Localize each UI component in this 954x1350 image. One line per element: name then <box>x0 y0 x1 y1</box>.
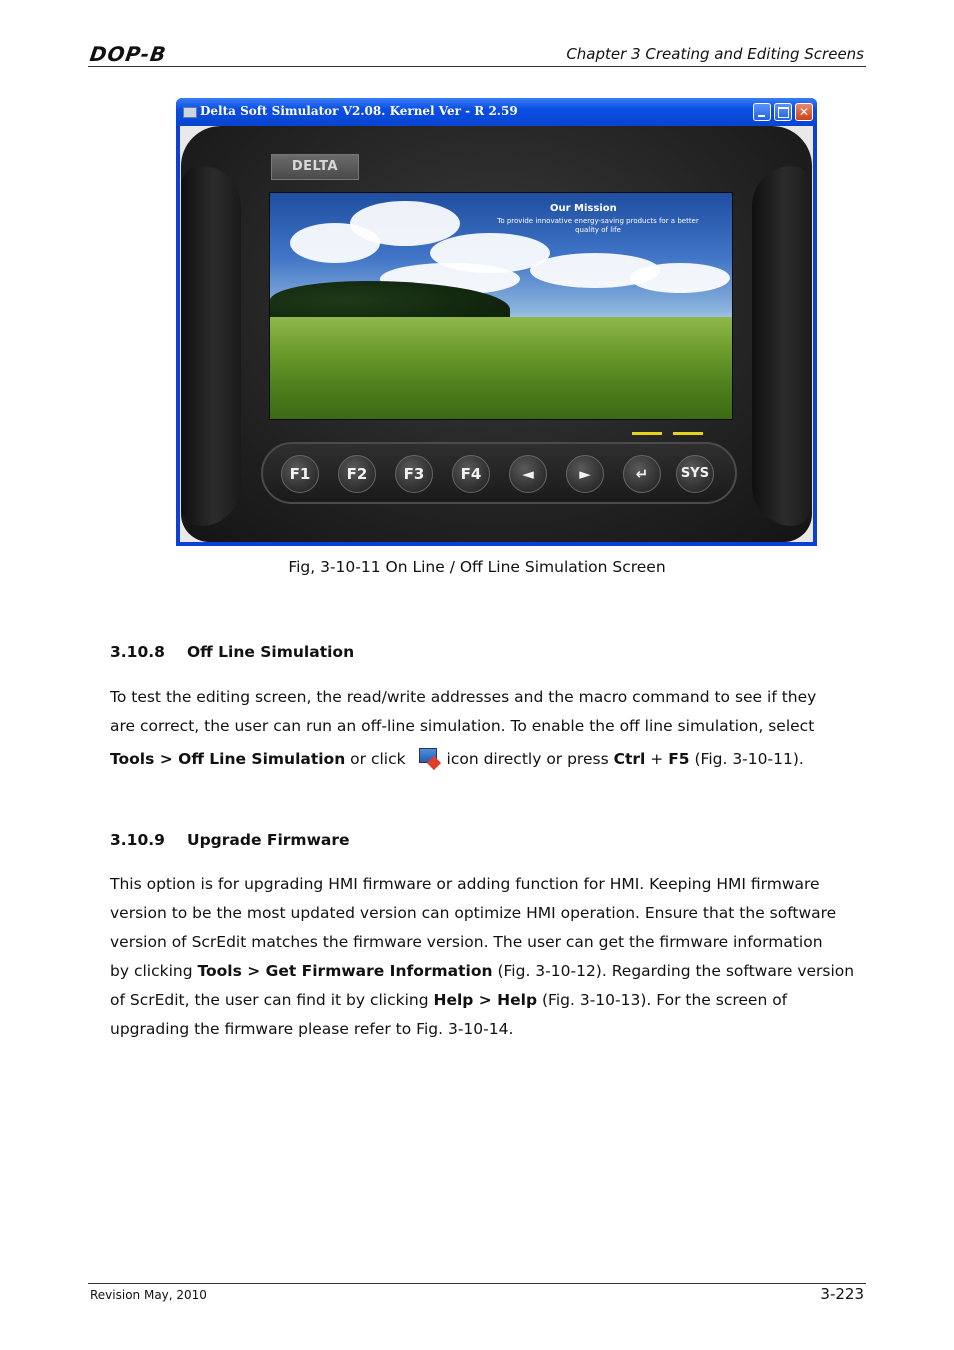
simulator-window <box>176 98 817 546</box>
chapter-title: Chapter 3 Creating and Editing Screens <box>566 45 864 63</box>
menu-get-firmware-information: Get Firmware Information <box>265 962 493 980</box>
left-arrow-key[interactable]: ◄ <box>509 455 547 493</box>
key-f5: F5 <box>668 750 690 768</box>
mission-title: Our Mission <box>550 203 617 214</box>
menu-tools: Tools <box>110 750 155 768</box>
text-line <box>110 986 866 1015</box>
menu-off-line-simulation: Off Line Simulation <box>178 750 346 768</box>
window-titlebar[interactable] <box>176 98 817 126</box>
hmi-screen[interactable] <box>269 192 733 420</box>
section-title: Off Line Simulation <box>187 643 355 661</box>
menu-separator: > <box>473 991 498 1009</box>
menu-separator: > <box>241 962 266 980</box>
off-line-simulation-icon <box>417 746 439 768</box>
menu-tools: Tools <box>197 962 242 980</box>
paragraph-off-line-simulation <box>110 683 866 774</box>
product-logo: DOP-B <box>88 42 169 66</box>
text-fragment: (Fig. 3-10-13). For the screen of <box>537 991 788 1009</box>
mission-text: To provide innovative energy-saving products for a better quality of life <box>497 217 699 234</box>
page-number: 3-223 <box>820 1285 864 1303</box>
text-fragment: of ScrEdit, the user can find it by clicking <box>110 991 434 1009</box>
enter-key[interactable]: ↵ <box>623 455 661 493</box>
grass-field <box>270 317 732 419</box>
text-fragment: by clicking <box>110 962 198 980</box>
right-arrow-key[interactable]: ► <box>566 455 604 493</box>
text-fragment: + <box>645 750 669 768</box>
section-number: 3.10.8 <box>110 643 165 661</box>
text-fragment: (Fig. 3-10-12). Regarding the software version <box>492 962 855 980</box>
section-heading-3-10-8 <box>110 643 354 661</box>
text-fragment: or click <box>345 750 411 768</box>
function-keybar <box>261 442 737 504</box>
text-fragment: (Fig. 3-10-11). <box>689 750 804 768</box>
sys-key[interactable]: SYS <box>676 455 714 493</box>
text-line: are correct, the user can run an off-line simulation. To enable the off line simulation, select <box>110 717 815 735</box>
f1-key[interactable]: F1 <box>281 455 319 493</box>
paragraph-upgrade-firmware <box>110 870 866 1044</box>
window-title: Delta Soft Simulator V2.08. Kernel Ver - R 2.59 <box>200 104 518 118</box>
footer-divider <box>88 1283 866 1284</box>
text-line <box>110 957 866 986</box>
revision-date: Revision May, 2010 <box>90 1288 207 1302</box>
text-line: To test the editing screen, the read/write addresses and the macro command to see if they <box>110 688 817 706</box>
hmi-panel <box>181 126 812 542</box>
maximize-button[interactable] <box>774 103 792 121</box>
text-line: This option is for upgrading HMI firmware or adding function for HMI. Keeping HMI firmware <box>110 875 820 893</box>
text-line: version to be the most updated version can optimize HMI operation. Ensure that the software <box>110 904 837 922</box>
menu-help: Help <box>433 991 474 1009</box>
header-divider <box>88 66 866 67</box>
status-led-1 <box>632 432 662 435</box>
text-line: version of ScrEdit matches the firmware version. The user can get the firmware information <box>110 933 823 951</box>
minimize-button[interactable] <box>753 103 771 121</box>
status-led-2 <box>673 432 703 435</box>
section-title: Upgrade Firmware <box>187 831 350 849</box>
figure-caption: Fig, 3-10-11 On Line / Off Line Simulation Screen <box>288 558 666 576</box>
text-line <box>110 745 866 774</box>
text-fragment: icon directly or press <box>446 750 614 768</box>
menu-help-item: Help <box>497 991 538 1009</box>
key-ctrl: Ctrl <box>613 750 646 768</box>
app-icon <box>183 107 197 118</box>
section-heading-3-10-9 <box>110 831 350 849</box>
text-line: upgrading the firmware please refer to Fig. 3-10-14. <box>110 1020 514 1038</box>
f4-key[interactable]: F4 <box>452 455 490 493</box>
f3-key[interactable]: F3 <box>395 455 433 493</box>
f2-key[interactable]: F2 <box>338 455 376 493</box>
simulator-client-area <box>180 126 813 542</box>
panel-grip-right <box>752 166 812 526</box>
cloud <box>630 263 730 293</box>
menu-separator: > <box>154 750 179 768</box>
close-button[interactable]: ✕ <box>795 103 813 121</box>
delta-logo: DELTA <box>271 154 359 180</box>
panel-grip-left <box>181 166 241 526</box>
section-number: 3.10.9 <box>110 831 165 849</box>
